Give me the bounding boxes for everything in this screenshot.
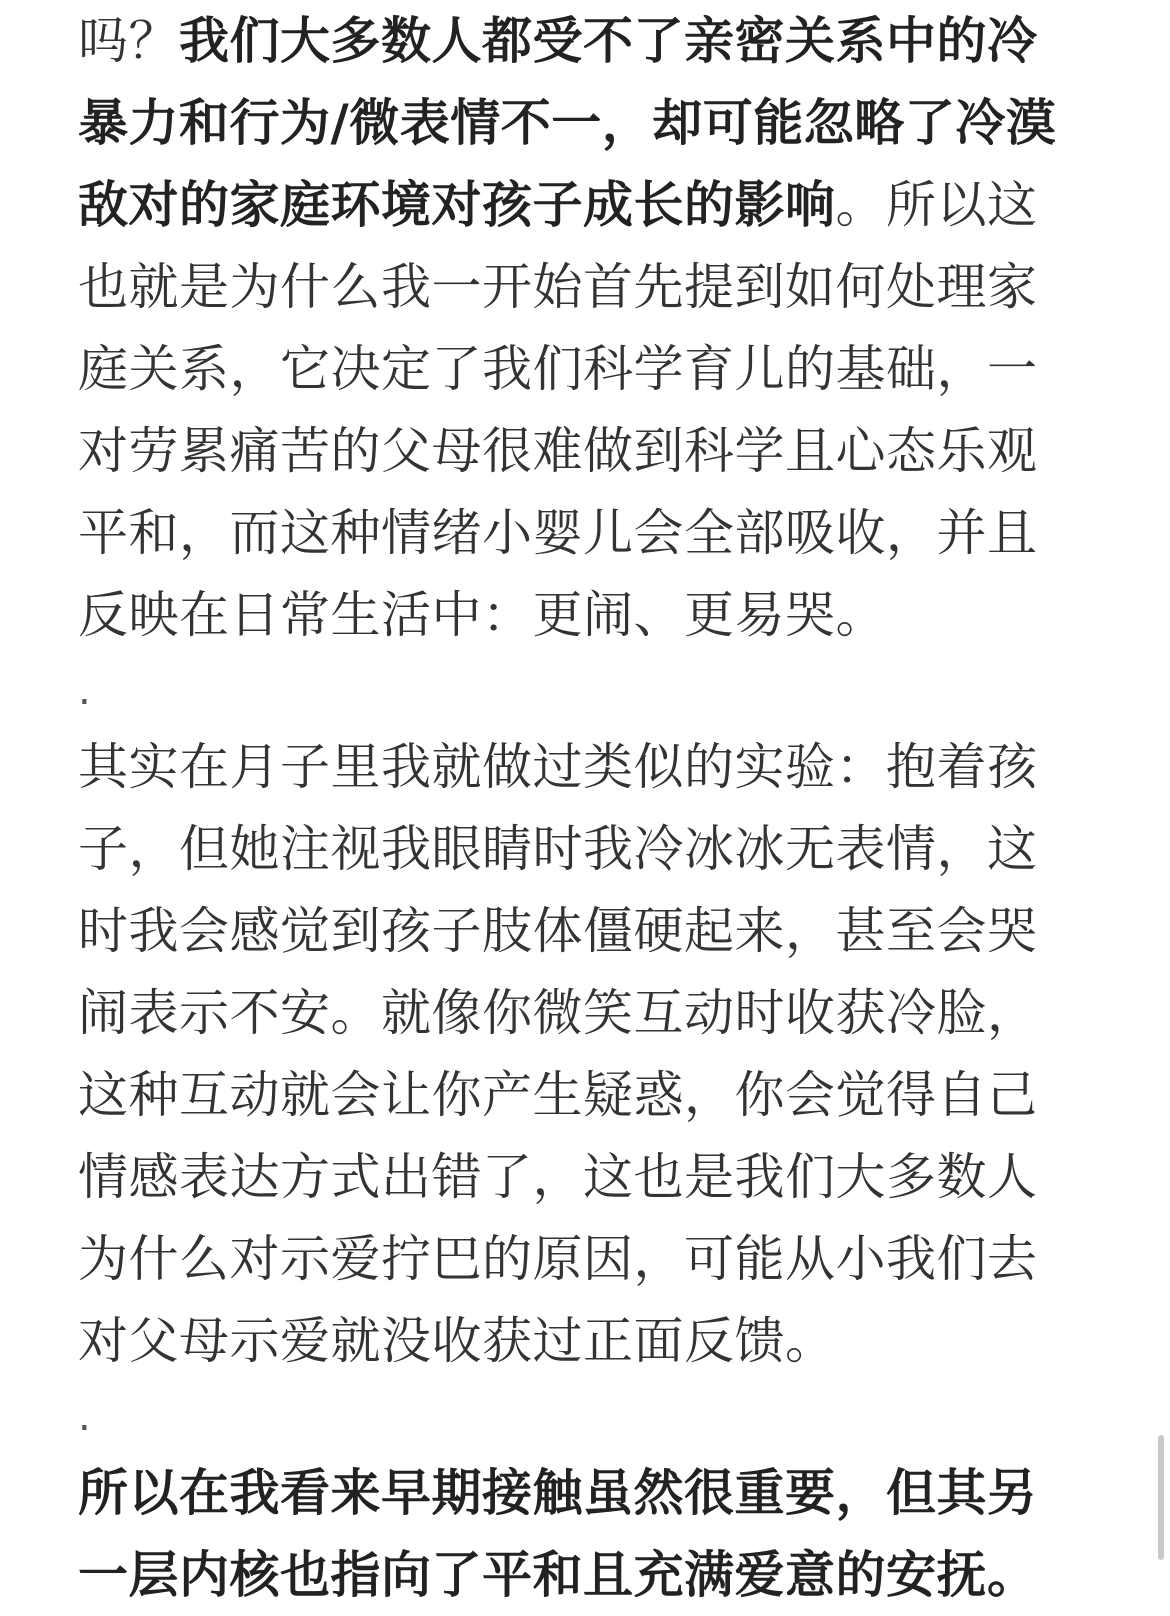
text-bold: 敌对的家庭环境对孩子成长的影响 [78, 176, 836, 234]
text-line [78, 0, 1098, 82]
text-line: 为什么对示爱拧巴的原因，可能从小我们去 [78, 1230, 1038, 1288]
separator-dot: . [78, 668, 91, 714]
paragraph-1 [78, 0, 1098, 656]
text-line: 其实在月子里我就做过类似的实验：抱着孩 [78, 738, 1038, 796]
text-line: 情感表达方式出错了，这也是我们大多数人 [78, 1148, 1038, 1206]
text-regular: 吗？ [78, 12, 179, 70]
text-bold: 我们大多数人都受不了亲密关系中的冷 [179, 12, 1038, 70]
text-line [78, 164, 1098, 246]
text-line: 子，但她注视我眼睛时我冷冰冰无表情，这 [78, 820, 1038, 878]
paragraph-3 [78, 1452, 1098, 1616]
scrollbar[interactable] [1158, 1435, 1164, 1560]
text-line: 暴力和行为/微表情不一，却可能忽略了冷漠 [78, 94, 1057, 152]
text-line: 对劳累痛苦的父母很难做到科学且心态乐观 [78, 422, 1038, 480]
text-line: 一层内核也指向了平和且充满爱意的安抚。 [78, 1546, 1038, 1604]
text-line: 所以在我看来早期接触虽然很重要，但其另 [78, 1464, 1038, 1522]
text-line: 庭关系，它决定了我们科学育儿的基础，一 [78, 340, 1038, 398]
text-line: 这种互动就会让你产生疑惑，你会觉得自己 [78, 1066, 1038, 1124]
text-regular: 。所以这 [835, 176, 1038, 234]
text-line: 对父母示爱就没收获过正面反馈。 [78, 1312, 836, 1370]
text-line: 平和，而这种情绪小婴儿会全部吸收，并且 [78, 504, 1038, 562]
paragraph-2 [78, 726, 1098, 1382]
text-line: 也就是为什么我一开始首先提到如何处理家 [78, 258, 1038, 316]
text-line: 闹表示不安。就像你微笑互动时收获冷脸， [78, 984, 1038, 1042]
article-body [78, 0, 1098, 1616]
text-line: 时我会感觉到孩子肢体僵硬起来，甚至会哭 [78, 902, 1038, 960]
separator-dot: . [78, 1394, 91, 1440]
text-line: 反映在日常生活中：更闹、更易哭。 [78, 586, 886, 644]
